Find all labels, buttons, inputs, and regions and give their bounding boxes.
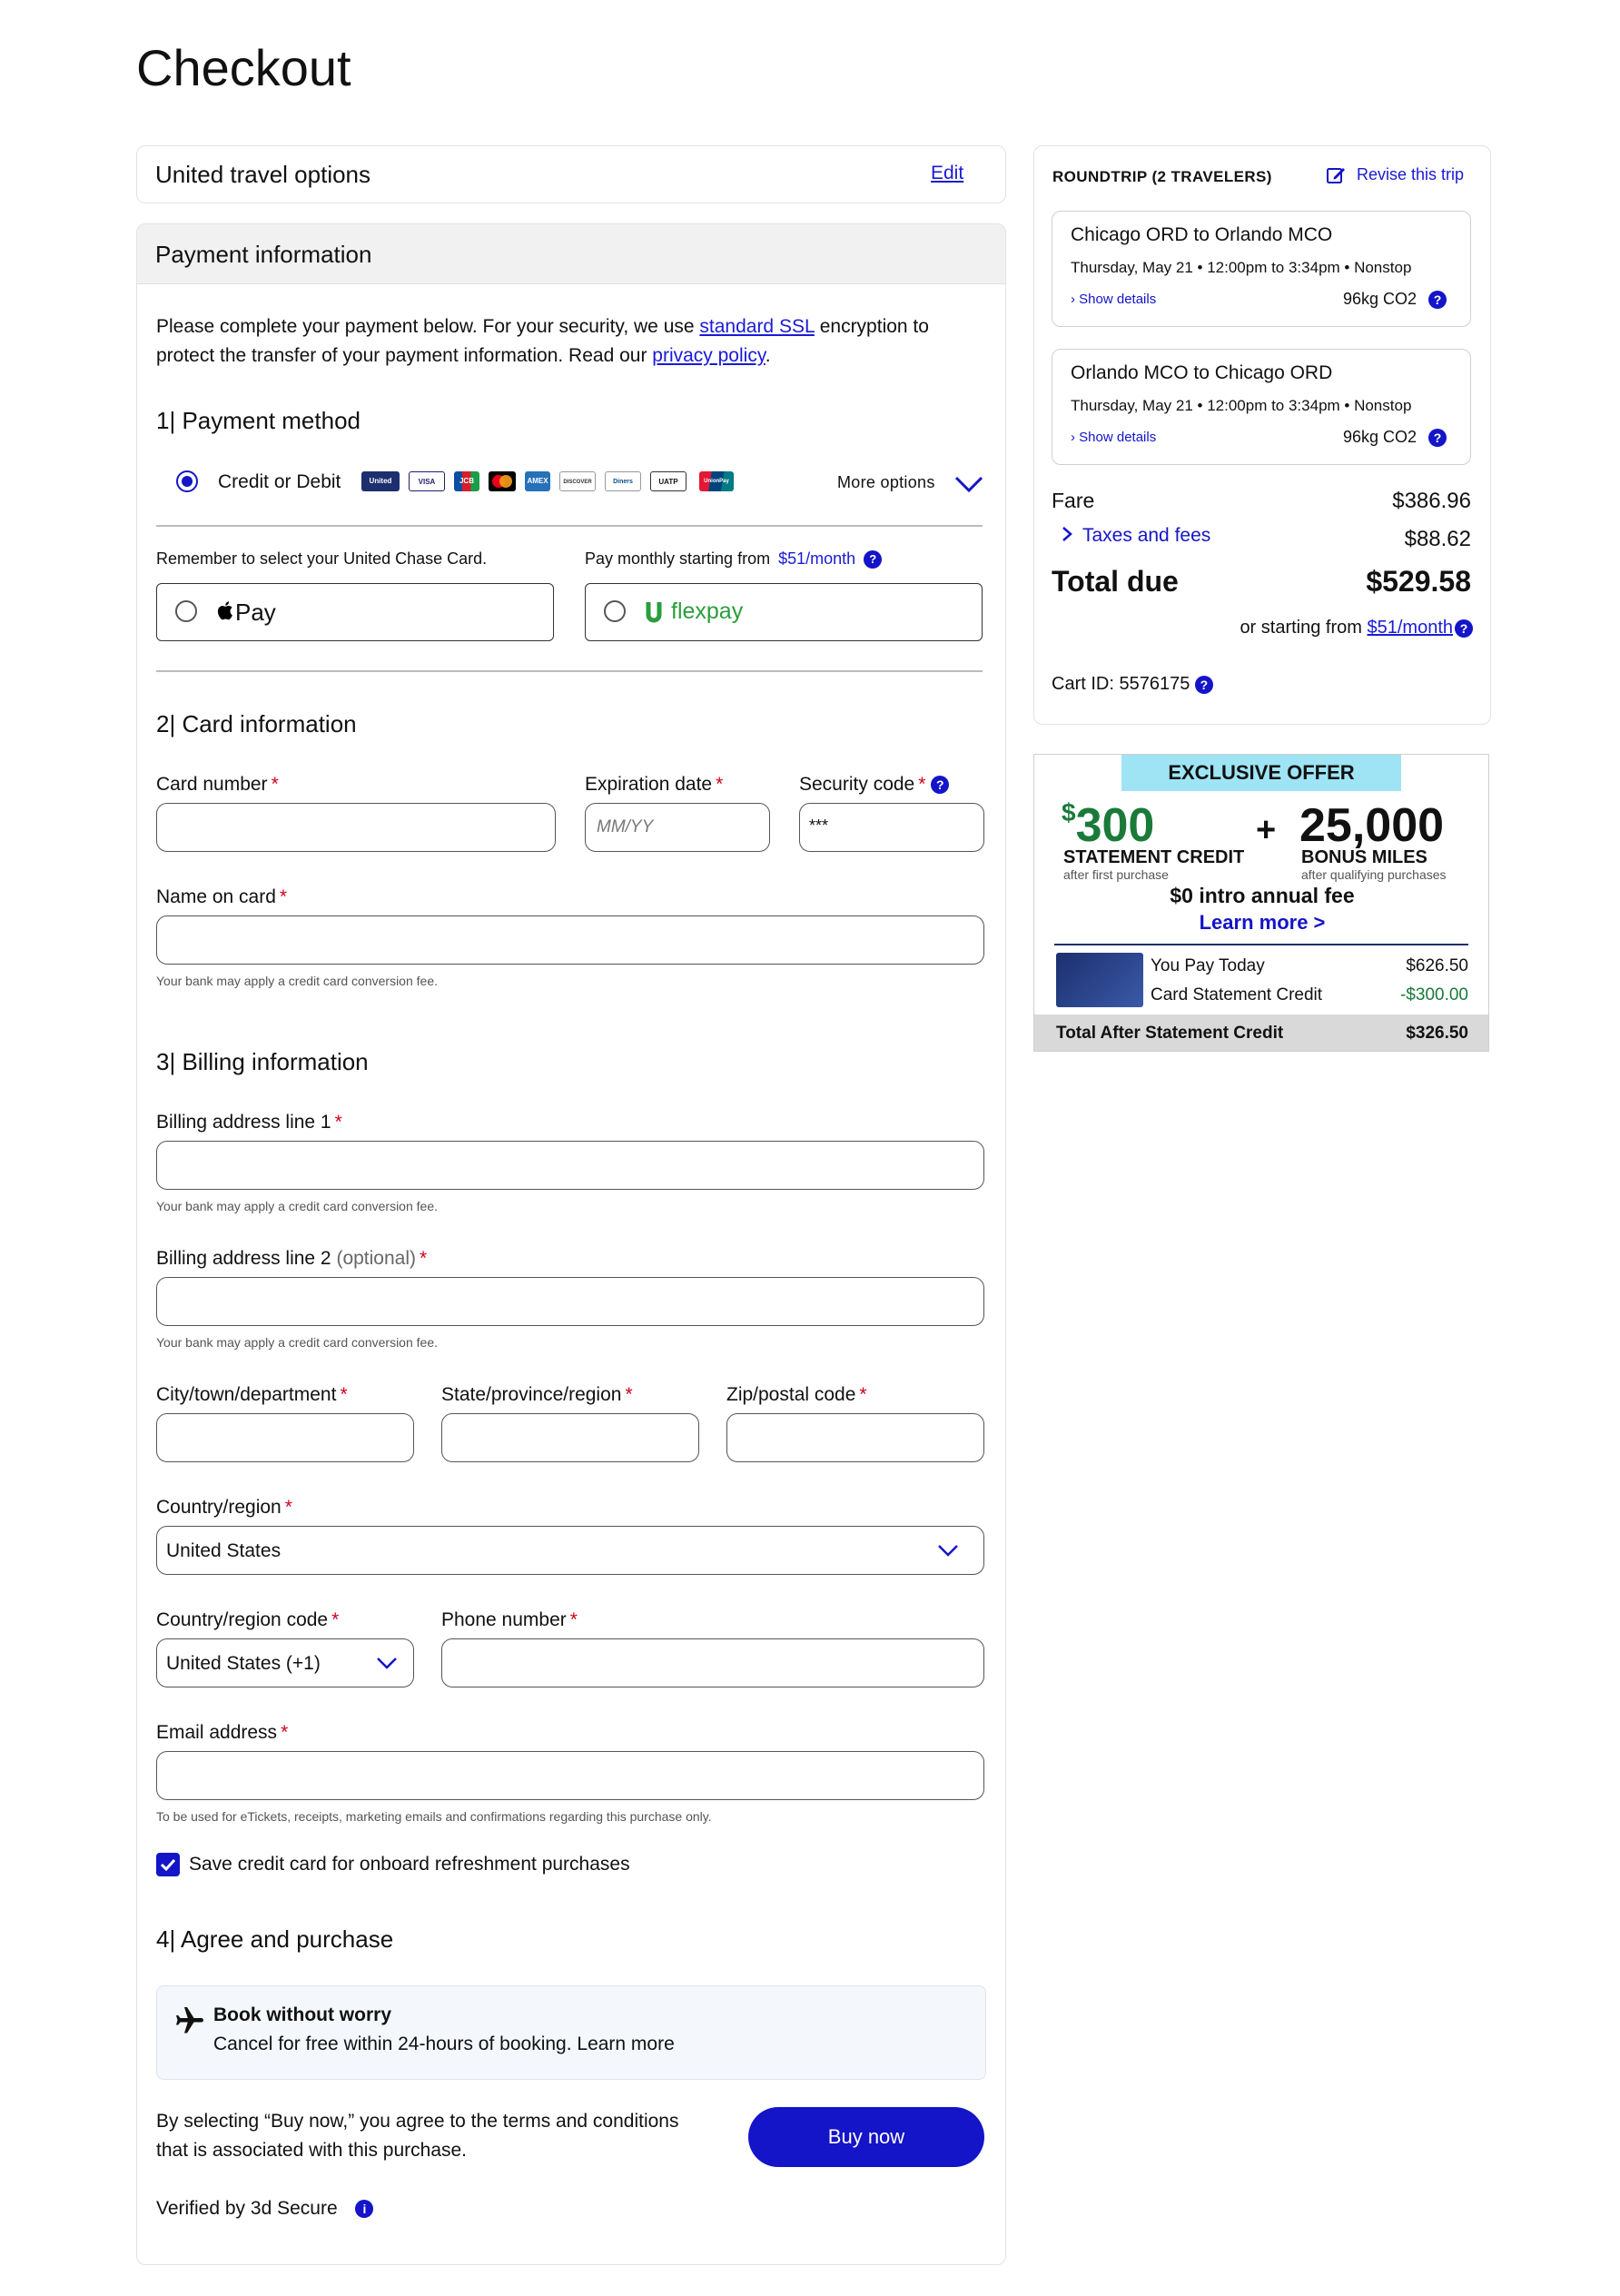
discover-logo: DISCOVER: [559, 471, 596, 491]
chevron-down-icon: [936, 1541, 960, 1559]
expiration-placeholder: MM/YY: [597, 817, 654, 836]
security-code-label: Security code * ?: [799, 774, 949, 796]
verified-3d-secure: Verified by 3d Secure i: [156, 2198, 373, 2220]
city-label: City/town/department *: [156, 1384, 348, 1405]
statement-credit-amount: $300: [1062, 798, 1155, 852]
divider: [1054, 944, 1468, 945]
roundtrip-header: ROUNDTRIP (2 TRAVELERS): [1052, 168, 1272, 185]
chevron-down-icon: [375, 1654, 399, 1672]
page-title: Checkout: [136, 39, 351, 96]
flight-card: [1052, 349, 1471, 465]
flexpay-logo-icon: [646, 600, 667, 624]
bonus-miles-label: BONUS MILES: [1301, 847, 1427, 867]
conversion-fee-note: Your bank may apply a credit card conversion fee.: [156, 974, 438, 988]
payment-header-title: Payment information: [155, 241, 372, 268]
billing-line1-input[interactable]: [156, 1141, 984, 1190]
ssl-link[interactable]: standard SSL: [699, 316, 815, 337]
you-pay-value: $626.50: [1406, 956, 1468, 975]
billing-line2-note: Your bank may apply a credit card conversion fee.: [156, 1335, 438, 1350]
bonus-miles-amount: 25,000: [1299, 799, 1445, 852]
flight-route: Orlando MCO to Chicago ORD: [1071, 362, 1333, 383]
chevron-right-icon: ›: [1071, 292, 1075, 307]
help-icon[interactable]: ?: [1195, 676, 1213, 694]
state-input[interactable]: [441, 1413, 699, 1462]
zip-label: Zip/postal code *: [726, 1384, 867, 1405]
billing-info-title: 3| Billing information: [156, 1048, 369, 1075]
flight-details: Thursday, May 21 • 12:00pm to 3:34pm • Nonstop: [1071, 259, 1412, 276]
offer-learn-more[interactable]: Learn more >: [1199, 911, 1326, 934]
worry-title: Book without worry: [213, 2004, 391, 2025]
exclusive-offer-card[interactable]: [1033, 754, 1489, 1052]
country-value: United States: [166, 1540, 282, 1561]
flexpay-radio[interactable]: [604, 600, 626, 622]
plus-sign: +: [1256, 811, 1277, 849]
intro-annual-fee: $0 intro annual fee: [1170, 884, 1355, 907]
zip-input[interactable]: [726, 1413, 984, 1462]
billing-line2-label: Billing address line 2 (optional) *: [156, 1248, 428, 1269]
visa-logo: VISA: [409, 471, 445, 491]
worry-text[interactable]: Cancel for free within 24-hours of booking. Learn more: [213, 2034, 675, 2054]
country-code-value: United States (+1): [166, 1653, 321, 1674]
security-code-value: ***: [809, 816, 829, 835]
billing-line1-label: Billing address line 1 *: [156, 1112, 342, 1133]
taxes-toggle[interactable]: Taxes and fees: [1061, 525, 1210, 547]
country-code-label: Country/region code *: [156, 1609, 340, 1630]
jcb-logo: JCB: [454, 471, 479, 491]
divider: [156, 670, 983, 672]
diners-logo: Diners: [605, 471, 641, 491]
statement-credit-label: STATEMENT CREDIT: [1063, 847, 1245, 867]
revise-trip-link[interactable]: Revise this trip: [1325, 164, 1464, 186]
card-info-title: 2| Card information: [156, 710, 357, 737]
mastercard-logo: [489, 471, 516, 491]
buy-now-button[interactable]: Buy now: [748, 2107, 984, 2167]
payment-header: [137, 224, 1006, 284]
offer-banner: EXCLUSIVE OFFER: [1121, 755, 1401, 791]
card-number-label: Card number *: [156, 774, 279, 795]
flexpay-option[interactable]: [585, 583, 983, 641]
more-options-label: More options: [837, 473, 935, 491]
country-code-select[interactable]: [156, 1638, 414, 1687]
apple-pay-label: Pay: [235, 599, 276, 626]
info-icon[interactable]: i: [355, 2200, 373, 2218]
co2-value: 96kg CO2 ?: [1343, 290, 1447, 309]
edit-icon: [1325, 164, 1347, 186]
email-label: Email address *: [156, 1722, 289, 1743]
show-details-link[interactable]: › Show details: [1071, 430, 1157, 445]
name-on-card-label: Name on card *: [156, 886, 288, 907]
united-explorer-card-image: [1056, 953, 1143, 1007]
flexpay-label: flexpay: [671, 599, 744, 624]
help-icon[interactable]: ?: [864, 550, 882, 569]
monthly-note: Pay monthly starting from $51/month ?: [585, 549, 882, 569]
country-select[interactable]: [156, 1526, 984, 1575]
total-after-credit-row: [1034, 1014, 1489, 1052]
flight-route: Chicago ORD to Orlando MCO: [1071, 224, 1333, 245]
chevron-right-icon: [1061, 525, 1073, 543]
chevron-right-icon: ›: [1071, 430, 1075, 445]
save-card-label: Save credit card for onboard refreshment purchases: [189, 1854, 630, 1875]
bonus-miles-sub: after qualifying purchases: [1301, 867, 1447, 882]
fare-label: Fare: [1052, 489, 1095, 512]
taxes-value: $88.62: [1404, 527, 1471, 551]
show-details-link[interactable]: › Show details: [1071, 292, 1157, 307]
payment-panel: [136, 223, 1006, 2265]
credit-debit-label: Credit or Debit: [218, 471, 341, 492]
state-label: State/province/region *: [441, 1384, 633, 1405]
help-icon[interactable]: ?: [1455, 619, 1473, 638]
email-note: To be used for eTickets, receipts, marketing emails and confirmations regarding this purchase only.: [156, 1809, 712, 1824]
agree-title: 4| Agree and purchase: [156, 1925, 394, 1953]
credit-debit-radio[interactable]: [176, 470, 198, 492]
total-due-label: Total due: [1052, 565, 1179, 598]
help-icon[interactable]: ?: [1428, 429, 1447, 447]
more-options-button[interactable]: [837, 470, 988, 498]
total-due-value: $529.58: [1366, 565, 1471, 598]
total-after-credit-value: $326.50: [1406, 1024, 1468, 1043]
travel-options-title: United travel options: [155, 161, 371, 188]
help-icon[interactable]: ?: [1428, 291, 1447, 309]
privacy-policy-link[interactable]: privacy policy: [652, 345, 766, 366]
payment-method-title: 1| Payment method: [156, 407, 361, 434]
uatp-logo: UATP: [650, 471, 687, 491]
fare-value: $386.96: [1392, 489, 1471, 513]
checkmark-icon: [156, 1853, 180, 1876]
security-code-input[interactable]: [799, 803, 984, 852]
credit-row-label: Card Statement Credit: [1151, 985, 1323, 1004]
help-icon[interactable]: ?: [931, 776, 949, 794]
divider: [156, 525, 983, 527]
chevron-down-icon: [953, 474, 984, 494]
unionpay-logo: UnionPay: [699, 471, 734, 491]
total-after-credit-label: Total After Statement Credit: [1056, 1024, 1284, 1043]
you-pay-label: You Pay Today: [1151, 956, 1265, 975]
expiration-label: Expiration date *: [585, 774, 724, 795]
airplane-icon: [173, 2004, 206, 2037]
expiration-input[interactable]: [585, 803, 770, 852]
terms-text: By selecting “Buy now,” you agree to the terms and conditions that is associated with this purchase.: [156, 2111, 679, 2161]
mastercard-circles-icon: [489, 471, 516, 491]
book-without-worry-box: [156, 1985, 986, 2080]
statement-credit-sub: after first purchase: [1063, 867, 1169, 882]
credit-row-value: -$300.00: [1399, 985, 1468, 1004]
amex-logo: AMEX: [525, 471, 550, 491]
chase-note: Remember to select your United Chase Card.: [156, 549, 488, 568]
co2-value: 96kg CO2 ?: [1343, 428, 1447, 447]
travel-options-edit-link[interactable]: Edit: [931, 163, 964, 183]
card-number-input[interactable]: [156, 803, 556, 852]
cart-id: Cart ID: 5576175 ?: [1052, 674, 1213, 695]
travel-options-panel: [136, 145, 1006, 203]
apple-pay-option[interactable]: [156, 583, 554, 641]
phone-label: Phone number *: [441, 1609, 578, 1630]
city-input[interactable]: [156, 1413, 414, 1462]
flight-card: [1052, 211, 1471, 327]
billing-line1-note: Your bank may apply a credit card conversion fee.: [156, 1199, 438, 1213]
starting-from: or starting from $51/month ?: [1180, 618, 1473, 638]
billing-line2-input[interactable]: [156, 1277, 984, 1326]
country-label: Country/region *: [156, 1497, 292, 1518]
united-card-logo: United: [361, 471, 400, 491]
apple-logo-icon: [217, 600, 233, 620]
save-card-checkbox[interactable]: [156, 1853, 180, 1876]
name-on-card-input[interactable]: [156, 915, 984, 965]
phone-input[interactable]: [441, 1638, 984, 1687]
apple-pay-radio[interactable]: [175, 600, 197, 622]
payment-intro: Please complete your payment below. For your security, we use standard SSL encryption to protect the transfer of your payment information. Read our privacy policy.: [156, 316, 929, 366]
monthly-link[interactable]: $51/month: [1367, 618, 1453, 638]
flight-details: Thursday, May 21 • 12:00pm to 3:34pm • Nonstop: [1071, 397, 1412, 414]
email-input[interactable]: [156, 1751, 984, 1800]
